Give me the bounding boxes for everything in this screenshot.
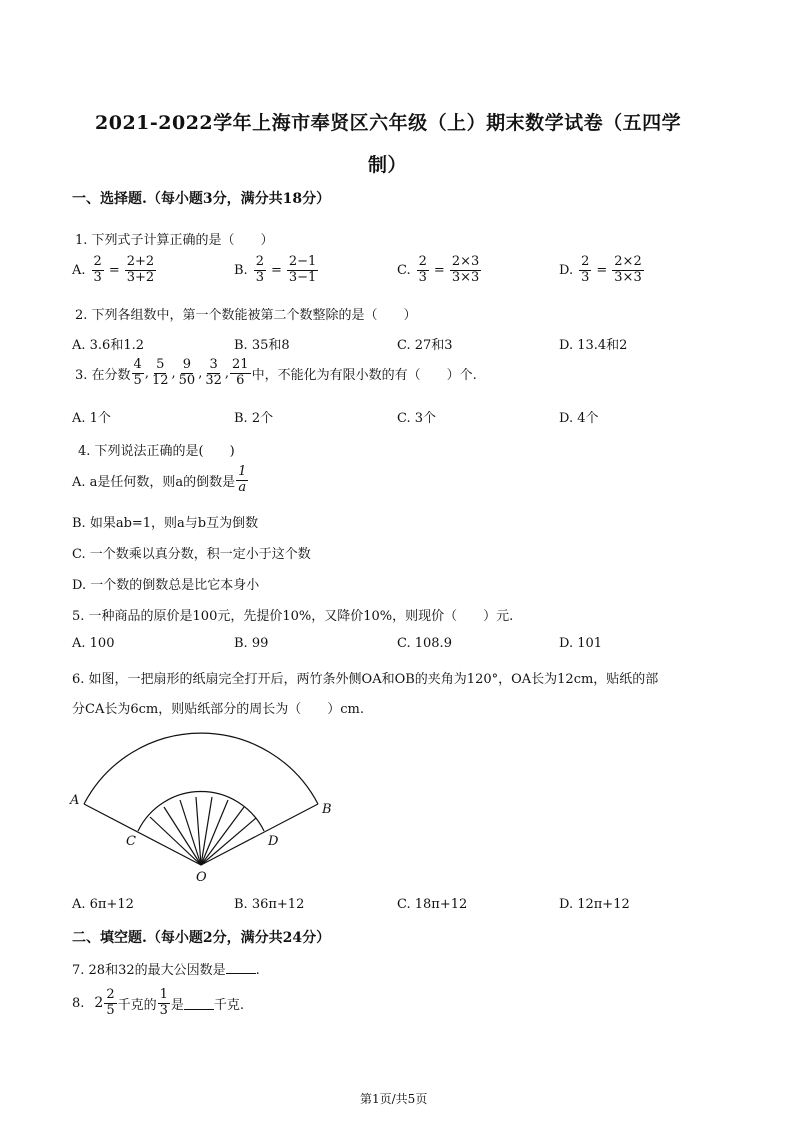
q8-after: 是 bbox=[170, 997, 184, 1013]
option-label: A. bbox=[72, 262, 86, 278]
fraction: $\frac{2}{3}$ bbox=[418, 254, 427, 285]
q1-stem: 1. 下列式子计算正确的是（ ） bbox=[75, 233, 274, 248]
option-label: B. bbox=[234, 262, 248, 278]
fraction: $\frac{2\times 3}{3\times 3}$ bbox=[451, 254, 480, 285]
inner-arc bbox=[138, 792, 264, 831]
answer-blank[interactable] bbox=[184, 997, 214, 1010]
fraction: $\frac{4}{5}$ bbox=[133, 357, 142, 388]
q2-option-c: C. 27和3 bbox=[397, 338, 453, 353]
q2-stem: 2. 下列各组数中，第一个数能被第二个数整除的是（ ） bbox=[75, 308, 417, 323]
fraction: $\frac{2\times 2}{3\times 3}$ bbox=[614, 254, 642, 285]
page-footer: 第1页/共5页 bbox=[360, 1092, 428, 1106]
q1-option-d: D. $\frac{2}{3}$ = $\frac{2\times 2}{3\times 3}$ bbox=[559, 254, 642, 285]
fraction: $\frac{1}{3}$ bbox=[159, 987, 168, 1018]
fraction: $\frac{21}{6}$ bbox=[232, 357, 249, 388]
q5-stem: 5. 一种商品的原价是100元，先提价10%，又降价10%，则现价（ ）元. bbox=[72, 609, 514, 624]
q5-option-d: D. 101 bbox=[559, 636, 603, 651]
q7-text: 7. 28和32的最大公因数是 bbox=[72, 963, 226, 978]
q8-end: 千克. bbox=[213, 997, 245, 1013]
q3-option-c: C. 3个 bbox=[397, 411, 437, 426]
q5-option-b: B. 99 bbox=[234, 636, 269, 651]
q4-option-a bbox=[72, 465, 249, 496]
fraction: $\frac{2}{3}$ bbox=[93, 254, 102, 285]
q7-end: . bbox=[255, 963, 260, 978]
page-title-cont: 制） bbox=[368, 154, 408, 176]
q3-option-a: A. 1个 bbox=[72, 411, 111, 426]
q7 bbox=[72, 959, 260, 978]
q3-option-b: B. 2个 bbox=[234, 411, 274, 426]
q2-option-a: A. 3.6和1.2 bbox=[72, 338, 145, 353]
q1-option-c: C. $\frac{2}{3}$ = $\frac{2\times 3}{3\times 3}$ bbox=[397, 254, 480, 285]
q6-option-d: D. 12π+12 bbox=[559, 897, 630, 912]
section-heading-fill: 二、填空题.（每小题2分，满分共24分） bbox=[72, 930, 331, 946]
q6-stem-line1: 6. 如图，一把扇形的纸扇完全打开后，两竹条外侧OA和OB的夹角为120°，OA长为12cm，贴纸的部 bbox=[72, 672, 659, 687]
fraction: $\frac{2-1}{3-1}$ bbox=[288, 254, 317, 285]
q6-option-a: A. 6π+12 bbox=[72, 897, 134, 912]
q3-option-d: D. 4个 bbox=[559, 411, 599, 426]
fraction: $\frac{1}{a}$ bbox=[238, 464, 247, 495]
q5-option-c: C. 108.9 bbox=[397, 636, 452, 651]
q6-option-c: C. 18π+12 bbox=[397, 897, 468, 912]
fraction: $\frac{2}{5}$ bbox=[106, 987, 115, 1018]
q2-option-d: D. 13.4和2 bbox=[559, 338, 628, 353]
side-OA bbox=[84, 804, 201, 865]
q8 bbox=[72, 988, 244, 1019]
section-heading-choice: 一、选择题.（每小题3分，满分共18分） bbox=[72, 191, 331, 207]
q3-stem: 3. 在分数 $\frac{4}{5}$ , $\frac{5}{12}$ , $\frac{9}{50}$ , $\frac{3}{32}$ , $\frac{21}{6}$ 中，不能化为有限小数的有（ ）个. bbox=[75, 357, 477, 388]
answer-blank[interactable] bbox=[226, 961, 256, 974]
q6-option-b: B. 36π+12 bbox=[234, 897, 305, 912]
fraction: $\frac{9}{50}$ bbox=[178, 357, 196, 388]
q8-label: 8. bbox=[72, 995, 85, 1011]
label-O: O bbox=[196, 870, 207, 885]
label-D: D bbox=[268, 834, 279, 849]
side-OB bbox=[201, 804, 318, 865]
fan-figure bbox=[60, 725, 360, 890]
option-label: C. bbox=[397, 262, 411, 278]
q4-a-text: A. a是任何数，则a的倒数是 bbox=[72, 474, 236, 490]
q2-option-b: B. 35和8 bbox=[234, 338, 290, 353]
page-title: 2021-2022学年上海市奉贤区六年级（上）期末数学试卷（五四学 bbox=[95, 112, 682, 134]
q4-stem: 4. 下列说法正确的是( ) bbox=[78, 444, 235, 459]
label-C: C bbox=[126, 834, 136, 849]
q4-option-c: C. 一个数乘以真分数，积一定小于这个数 bbox=[72, 547, 311, 562]
label-A: A bbox=[70, 793, 80, 808]
q4-option-d: D. 一个数的倒数总是比它本身小 bbox=[72, 578, 260, 593]
q8-mid: 千克的 bbox=[117, 997, 157, 1013]
fraction: $\frac{2}{3}$ bbox=[255, 254, 264, 285]
fraction: $\frac{2}{3}$ bbox=[581, 254, 590, 285]
q1-option-a: A. $\frac{2}{3}$ = $\frac{2+2}{3+2}$ bbox=[72, 254, 155, 285]
option-label: D. bbox=[559, 262, 574, 278]
q4-option-b: B. 如果ab=1，则a与b互为倒数 bbox=[72, 516, 259, 531]
label-B: B bbox=[322, 802, 332, 817]
q1-option-b: B. $\frac{2}{3}$ = $\frac{2-1}{3-1}$ bbox=[234, 254, 317, 285]
q3-prefix: 3. 在分数 bbox=[75, 367, 131, 383]
fraction: $\frac{5}{12}$ bbox=[151, 357, 169, 388]
q8-whole: 2 bbox=[94, 995, 104, 1012]
q6-stem-line2: 分CA长为6cm，则贴纸部分的周长为（ ）cm. bbox=[72, 702, 364, 717]
q5-option-a: A. 100 bbox=[72, 636, 115, 651]
fraction: $\frac{2+2}{3+2}$ bbox=[126, 254, 155, 285]
outer-arc bbox=[84, 733, 318, 804]
fraction: $\frac{3}{32}$ bbox=[205, 357, 222, 388]
q3-suffix: 中，不能化为有限小数的有（ ）个. bbox=[251, 367, 477, 383]
